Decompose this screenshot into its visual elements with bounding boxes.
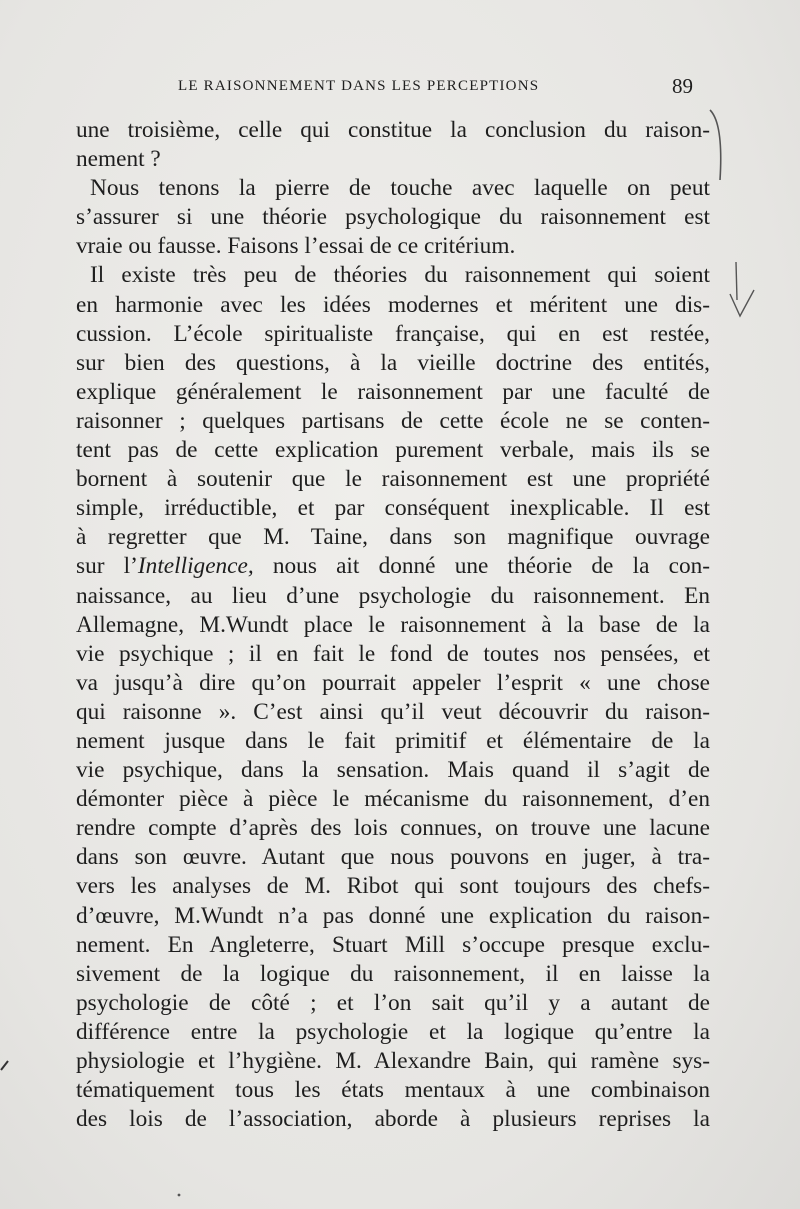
text-line: bornent à soutenir que le raisonnement est une propriété: [76, 466, 710, 493]
text-line: va jusqu’à dire qu’on pourrait appeler l’esprit « une chose: [76, 669, 710, 696]
text-run: sur l’: [76, 553, 138, 580]
text-line: d’œuvre, M.Wundt n’a pas donné une explication du raison-: [76, 902, 710, 929]
text-line-with-italic: [76, 552, 710, 581]
text-line: qui raisonne ». C’est ainsi qu’il veut découvrir du raison-: [76, 698, 710, 725]
text-line: raisonner ; quelques partisans de cette école ne se conten-: [76, 407, 710, 434]
page-number: 89: [672, 74, 693, 98]
text-line: dans son œuvre. Autant que nous pouvons en juger, à tra-: [76, 844, 710, 871]
paragraph-start-line: Nous tenons la pierre de touche avec laquelle on peut: [90, 175, 710, 202]
text-line: Allemagne, M.Wundt place le raisonnement à la base de la: [76, 611, 710, 638]
body-text: [76, 116, 710, 1134]
text-line: explique généralement le raisonnement par une faculté de: [76, 378, 710, 405]
text-line: vers les analyses de M. Ribot qui sont toujours des chefs-: [76, 873, 710, 900]
italic-book-title: Intelligence,: [137, 553, 254, 580]
text-line: cussion. L’école spiritualiste française, qui en est restée,: [76, 320, 710, 347]
margin-bracket-mark: [708, 108, 726, 184]
text-line: nement ?: [76, 146, 161, 173]
text-line: tent pas de cette explication purement verbale, mais ils se: [76, 437, 710, 464]
text-line: des lois de l’association, aborde à plusieurs reprises la: [76, 1106, 710, 1133]
text-line: nement jusque dans le fait primitif et élémentaire de la: [76, 727, 710, 754]
text-line: sivement de la logique du raisonnement, il en laisse la: [76, 960, 710, 987]
text-line: simple, irréductible, et par conséquent inexplicable. Il est: [76, 495, 710, 522]
text-line: différence entre la psychologie et la logique qu’entre la: [76, 1018, 710, 1045]
text-line: tématiquement tous les états mentaux à une combinaison: [76, 1077, 710, 1104]
text-line: en harmonie avec les idées modernes et méritent une dis-: [76, 291, 710, 318]
text-line: démonter pièce à pièce le mécanisme du raisonnement, d’en: [76, 786, 710, 813]
text-line: sur bien des questions, à la vieille doctrine des entités,: [76, 349, 710, 376]
paragraph-start-line: Il existe très peu de théories du raisonnement qui soient: [90, 262, 710, 289]
text-line: nement. En Angleterre, Stuart Mill s’occupe presque exclu-: [76, 931, 710, 958]
margin-arrow-mark: [728, 260, 756, 322]
text-line: vie psychique, dans la sensation. Mais quand il s’agit de: [76, 757, 710, 784]
margin-tick-mark: [0, 1058, 10, 1072]
print-speck: [176, 1192, 182, 1198]
text-line: vie psychique ; il en fait le fond de toutes nos pensées, et: [76, 640, 710, 667]
text-line: à regretter que M. Taine, dans son magnifique ouvrage: [76, 524, 710, 551]
text-line: naissance, au lieu d’une psychologie du raisonnement. En: [76, 582, 710, 609]
text-line: vraie ou fausse. Faisons l’essai de ce critérium.: [76, 233, 516, 260]
running-title: LE RAISONNEMENT DANS LES PERCEPTIONS: [178, 78, 540, 94]
text-line: une troisième, celle qui constitue la conclusion du raison-: [76, 117, 710, 143]
text-line: physiologie et l’hygiène. M. Alexandre Bain, qui ramène sys-: [76, 1048, 710, 1074]
text-line: s’assurer si une théorie psychologique du raisonnement est: [76, 204, 710, 231]
text-line: rendre compte d’après des lois connues, on trouve une lacune: [76, 815, 710, 842]
text-line: psychologie de côté ; et l’on sait qu’il y a autant de: [76, 989, 710, 1016]
text-run: nous ait donné une théorie de la con-: [253, 553, 710, 580]
